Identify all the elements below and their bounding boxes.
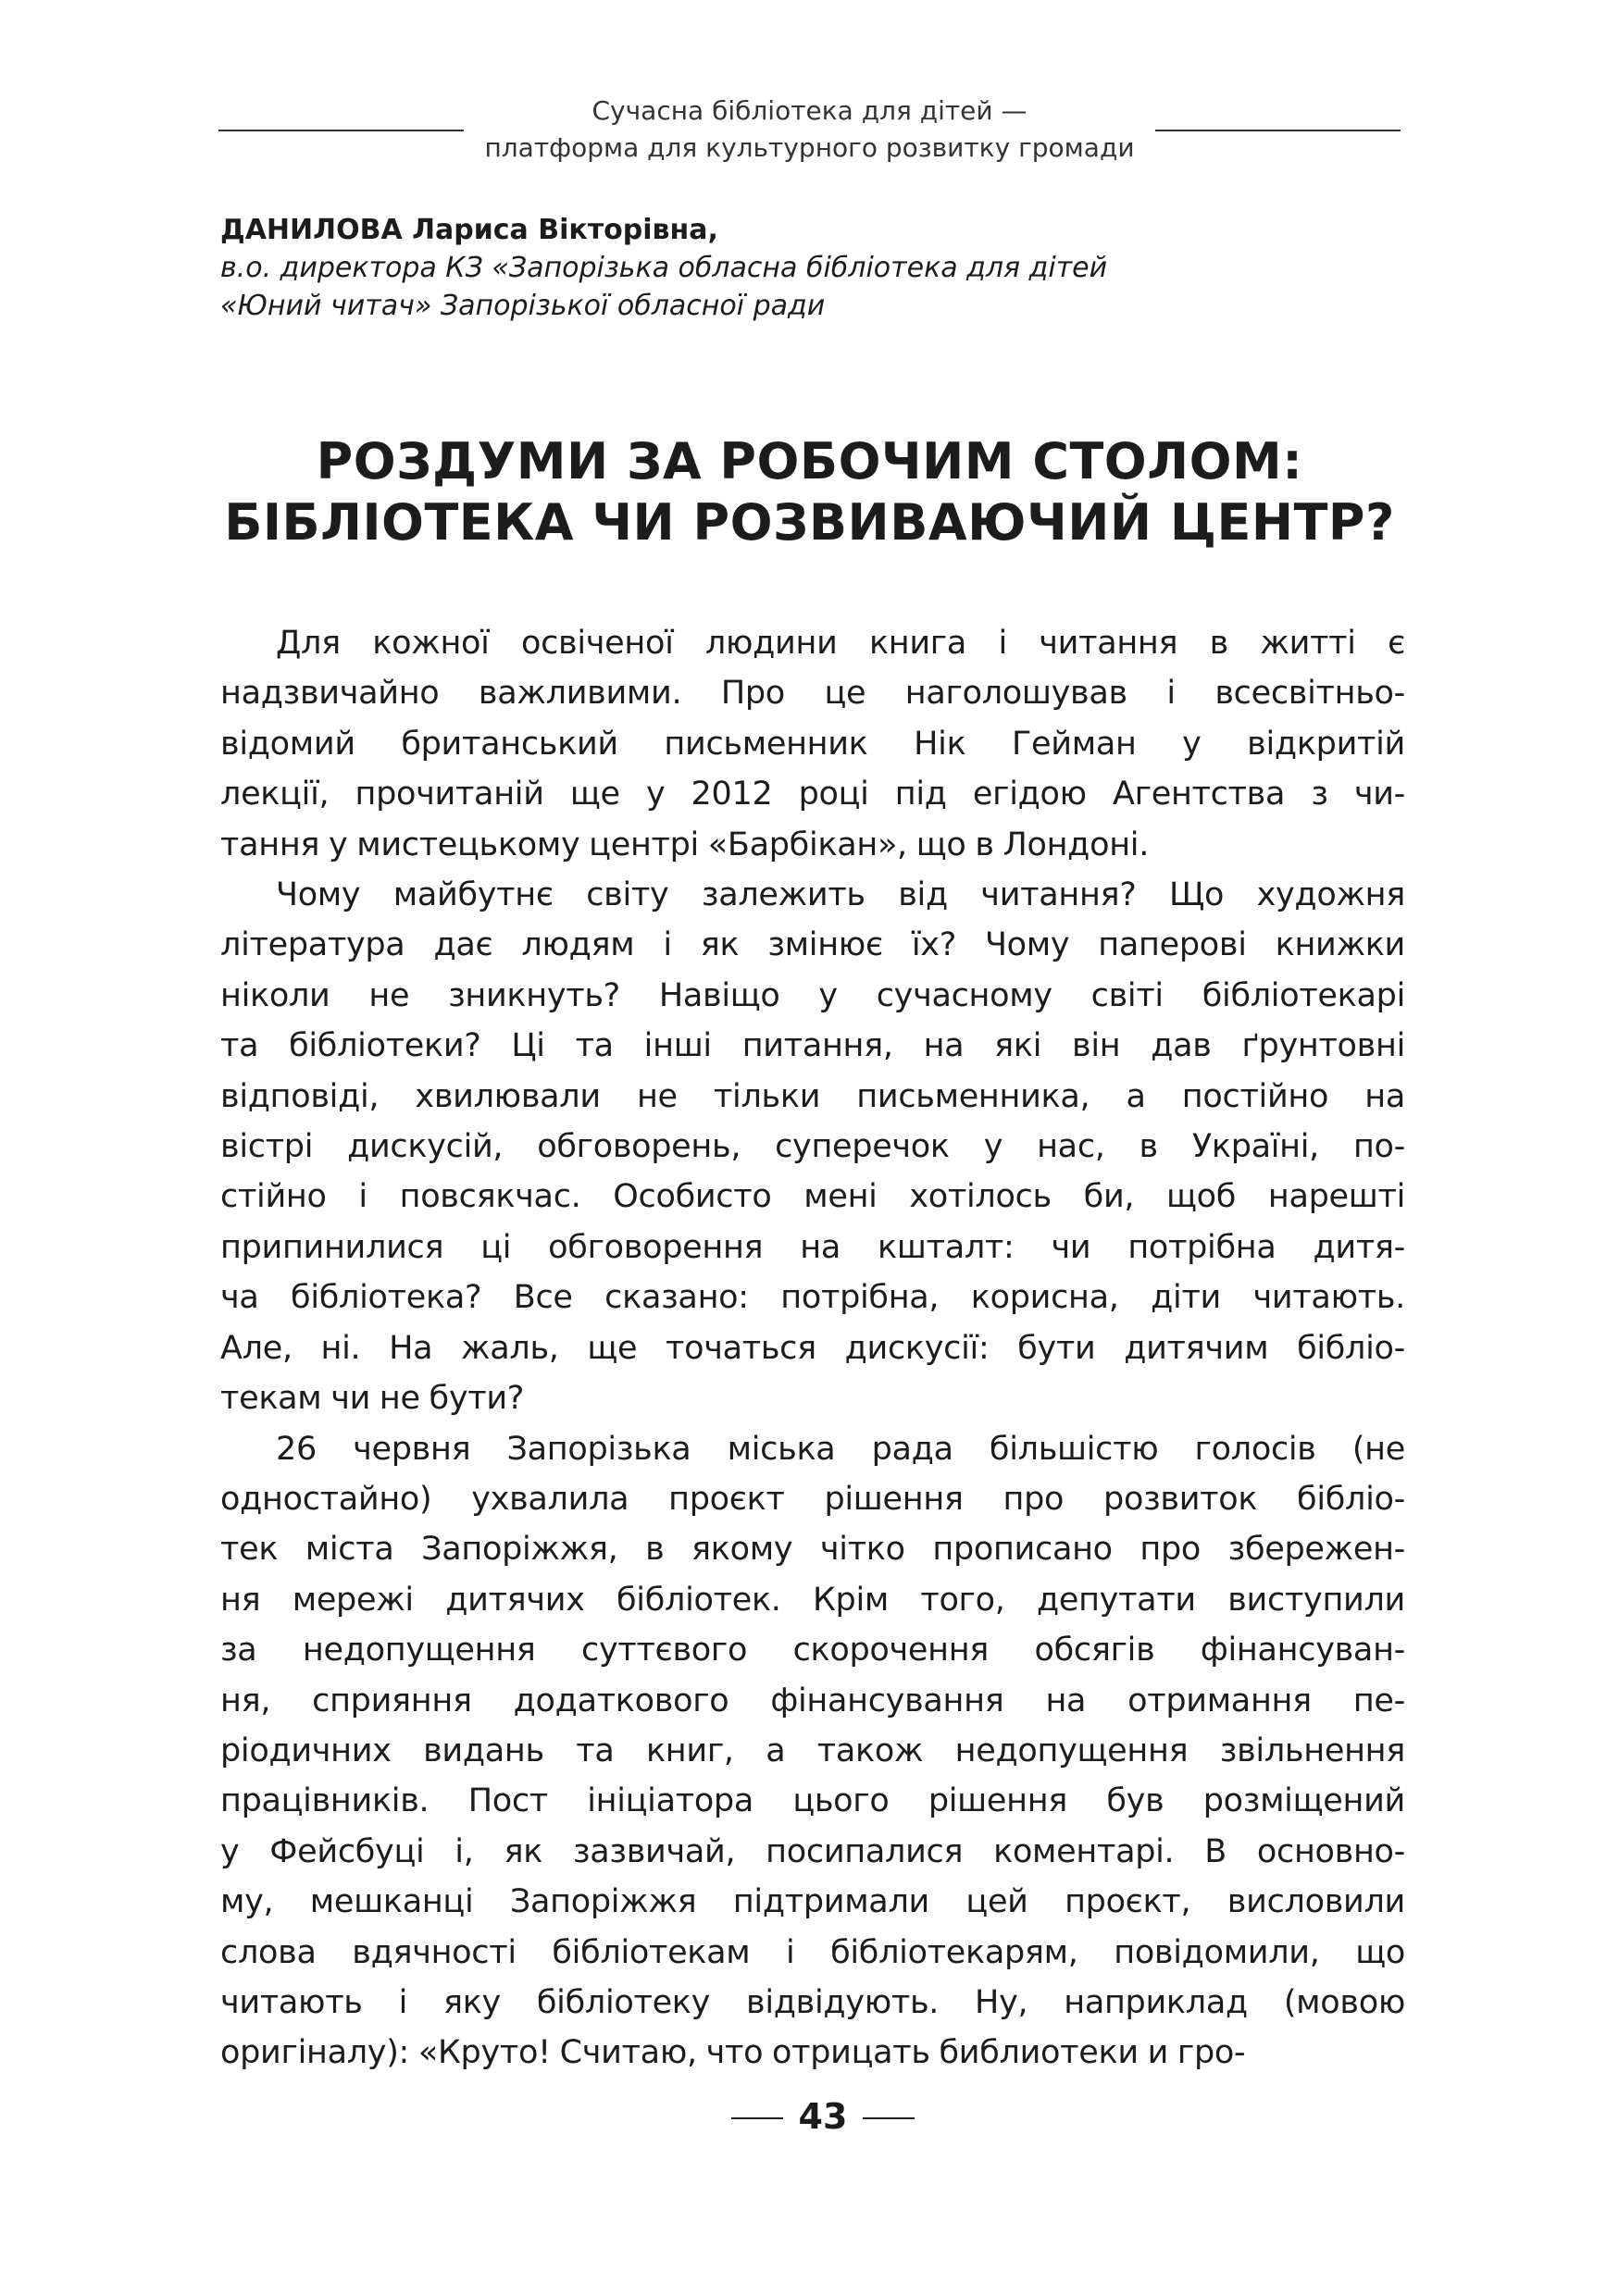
author-position-line1: в.о. директора КЗ «Запорізька обласна бібліотека для дітей — [220, 252, 1108, 284]
paragraph-line: література дає людям і як змінює їх? Чому паперові книжки — [220, 926, 1405, 964]
paragraph-line: одностайно) ухвалила проєкт рішення про розвиток бібліо- — [220, 1480, 1405, 1518]
article-body — [220, 618, 1405, 2079]
paragraph-line: Але, ні. На жаль, ще точаться дискусії: бути дитячим бібліо- — [220, 1329, 1405, 1367]
paragraph-line: му, мешканці Запоріжжя підтримали цей проєкт, висловили — [220, 1883, 1405, 1921]
article-title — [185, 431, 1434, 553]
paragraph-line: працівників. Пост ініціатора цього рішення був розміщений — [220, 1782, 1405, 1820]
paragraph-line: за недопущення суттєвого скорочення обсягів фінансуван- — [220, 1632, 1405, 1669]
paragraph-line: стійно і повсякчас. Особисто мені хотілось би, щоб нарешті — [220, 1178, 1405, 1216]
author-position-line2: «Юний читач» Запорізької обласної ради — [220, 290, 826, 322]
footer-rule-right — [863, 2117, 915, 2119]
paragraph-line: відповіді, хвилювали не тільки письменника, а постійно на — [220, 1077, 1405, 1115]
paragraph-line: ня мережі дитячих бібліотек. Крім того, депутати виступили — [220, 1581, 1405, 1619]
paragraph-line: оригіналу): «Круто! Считаю, что отрицать библиотеки и гро- — [220, 2034, 1246, 2072]
running-header-text — [463, 93, 1156, 167]
article-title-line1: РОЗДУМИ ЗА РОБОЧИМ СТОЛОМ: — [316, 432, 1303, 490]
paragraph-line: припинилися ці обговорення на кшталт: чи потрібна дитя- — [220, 1228, 1405, 1266]
paragraph-line: тек міста Запоріжжя, в якому чітко прописано про збережен- — [220, 1531, 1405, 1569]
paragraph — [220, 1424, 1405, 2079]
paragraph-line: ча бібліотека? Все сказано: потрібна, корисна, діти читають. — [220, 1279, 1405, 1317]
header-rule-right — [1155, 130, 1401, 131]
author-block — [220, 211, 1405, 325]
paragraph-line: відомий британський письменник Нік Гейман у відкритій — [220, 725, 1405, 763]
running-header — [0, 85, 1619, 168]
paragraph-line: Для кожної освіченої людини книга і читання в житті є — [276, 625, 1405, 662]
paragraph — [220, 618, 1405, 870]
paragraph-line: тання у мистецькому центрі «Барбікан», що в Лондоні. — [220, 825, 1150, 863]
paragraph-line: лекції, прочитаній ще у 2012 році під егідою Агентства з чи- — [220, 776, 1405, 813]
paragraph-line: текам чи не бути? — [220, 1380, 525, 1418]
header-rule-left — [218, 130, 464, 131]
page-number: 43 — [798, 2096, 848, 2137]
paragraph-line: слова вдячності бібліотекам і бібліотекарям, повідомили, що — [220, 1933, 1405, 1971]
paragraph-line: ня, сприяння додаткового фінансування на отримання пе- — [220, 1682, 1405, 1719]
paragraph — [220, 870, 1405, 1423]
paragraph-line: у Фейсбуці і, як зазвичай, посипалися коментарі. В основно- — [220, 1832, 1405, 1870]
article-title-line2: БІБЛІОТЕКА ЧИ РОЗВИВАЮЧИЙ ЦЕНТР? — [224, 493, 1395, 552]
paragraph-line: ніколи не зникнуть? Навіщо у сучасному світі бібліотекарі — [220, 976, 1405, 1014]
paragraph-line: вістрі дискусій, обговорень, суперечок у нас, в Україні, по- — [220, 1128, 1405, 1166]
running-header-line1: Сучасна бібліотека для дітей — — [592, 95, 1027, 126]
paragraph-line: та бібліотеки? Ці та інші питання, на які він дав ґрунтовні — [220, 1027, 1405, 1065]
paragraph-line: Чому майбутнє світу залежить від читання? Що художня — [276, 876, 1405, 914]
page-footer — [0, 2093, 1619, 2140]
footer-rule-left — [731, 2117, 783, 2119]
paragraph-line: ріодичних видань та книг, а також недопущення звільнення — [220, 1731, 1405, 1769]
running-header-line2: платформа для культурного розвитку громади — [484, 132, 1135, 163]
paragraph-line: читають і яку бібліотеку відвідують. Ну, наприклад (мовою — [220, 1983, 1405, 2021]
paragraph-line: 26 червня Запорізька міська рада більшістю голосів (не — [276, 1430, 1405, 1468]
author-name: ДАНИЛОВА Лариса Вікторівна, — [220, 214, 718, 246]
paragraph-line: надзвичайно важливими. Про це наголошував і всесвітньо- — [220, 675, 1405, 713]
